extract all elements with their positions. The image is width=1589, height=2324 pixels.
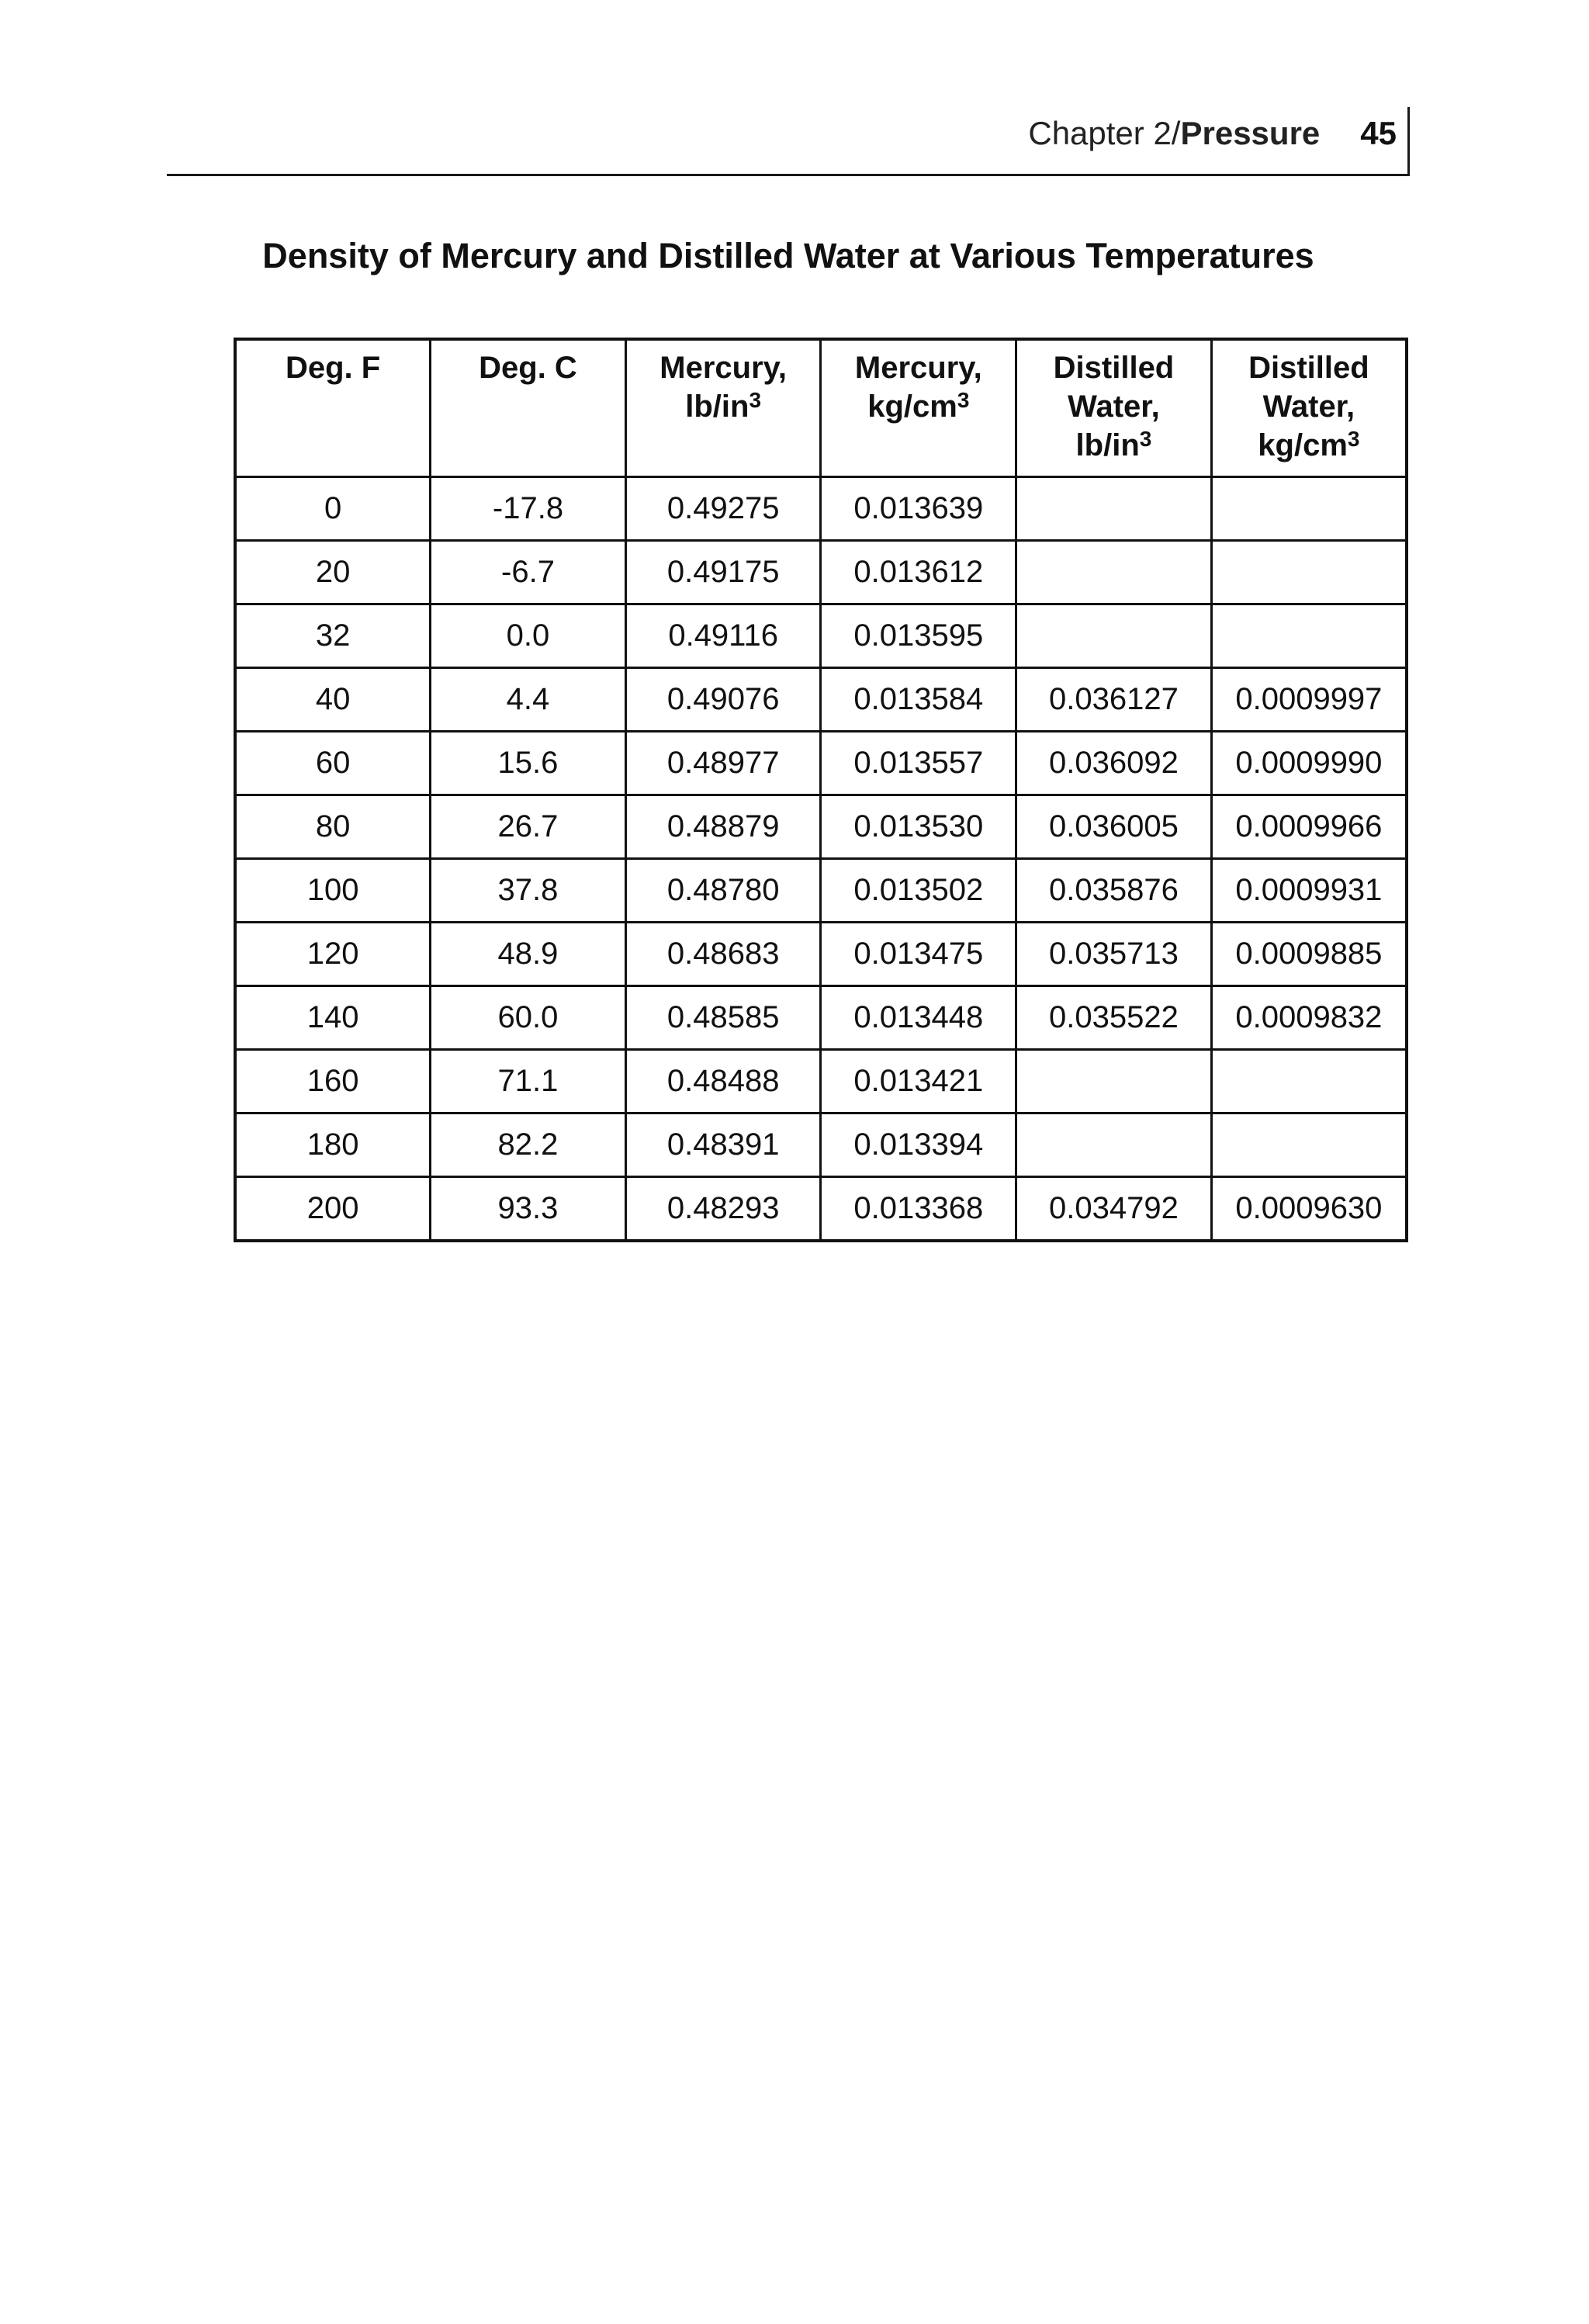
table-cell: 0.0009997 xyxy=(1211,668,1407,732)
table-cell: 180 xyxy=(235,1114,431,1177)
column-header-line: Mercury, xyxy=(854,351,982,385)
table-cell: 0.013595 xyxy=(821,604,1016,668)
table-row xyxy=(235,859,1407,923)
table-cell: 40 xyxy=(235,668,431,732)
column-header xyxy=(625,339,821,477)
table-cell: 0.036005 xyxy=(1016,795,1212,859)
column-header-line: lb/in xyxy=(685,390,749,424)
table-row xyxy=(235,795,1407,859)
table-cell: 0.48488 xyxy=(625,1050,821,1114)
table-header xyxy=(235,339,1407,477)
table-cell: 0.49116 xyxy=(625,604,821,668)
table-cell: 0.0009990 xyxy=(1211,732,1407,795)
running-head-right xyxy=(1028,107,1410,174)
table-row xyxy=(235,604,1407,668)
table-cell: 0.48391 xyxy=(625,1114,821,1177)
table-cell: 32 xyxy=(235,604,431,668)
table-cell: 0.035522 xyxy=(1016,986,1212,1050)
table-cell: 0.013584 xyxy=(821,668,1016,732)
column-header-line: lb/in xyxy=(1075,428,1140,462)
table-cell: 0.0009630 xyxy=(1211,1177,1407,1242)
table-cell: 0.49076 xyxy=(625,668,821,732)
column-header xyxy=(235,339,431,477)
column-header-line: Deg. F xyxy=(285,351,381,385)
table-cell: 71.1 xyxy=(431,1050,626,1114)
table-cell: 15.6 xyxy=(431,732,626,795)
table-cell: 37.8 xyxy=(431,859,626,923)
table-cell xyxy=(1211,541,1407,604)
table-cell: 0.48683 xyxy=(625,923,821,986)
table-cell: 0.013530 xyxy=(821,795,1016,859)
table-cell: -6.7 xyxy=(431,541,626,604)
table-cell: 0.013394 xyxy=(821,1114,1016,1177)
table-cell: 0.013557 xyxy=(821,732,1016,795)
column-header-line: kg/cm xyxy=(1258,428,1348,462)
page-title: Density of Mercury and Distilled Water at Various Temperatures xyxy=(262,236,1314,275)
column-header-line: Distilled xyxy=(1053,351,1175,385)
table-cell: 0.013612 xyxy=(821,541,1016,604)
running-head xyxy=(167,99,1410,176)
table-cell xyxy=(1211,1114,1407,1177)
table-cell: 0.0009885 xyxy=(1211,923,1407,986)
column-header-line: Deg. C xyxy=(479,351,577,385)
table-cell xyxy=(1016,604,1212,668)
table-cell: 0.034792 xyxy=(1016,1177,1212,1242)
table-cell: 20 xyxy=(235,541,431,604)
table-cell: 0.013502 xyxy=(821,859,1016,923)
chapter-section-label xyxy=(1028,113,1320,154)
table-row xyxy=(235,732,1407,795)
header-row xyxy=(235,339,1407,477)
table-cell xyxy=(1211,477,1407,541)
table-cell: 0.035713 xyxy=(1016,923,1212,986)
table-cell: 0.013475 xyxy=(821,923,1016,986)
table-row xyxy=(235,923,1407,986)
table-cell: 80 xyxy=(235,795,431,859)
table-row xyxy=(235,1050,1407,1114)
table-cell: 0.013368 xyxy=(821,1177,1016,1242)
table-cell: 160 xyxy=(235,1050,431,1114)
table-cell: 60 xyxy=(235,732,431,795)
chapter-label: Chapter 2/ xyxy=(1028,115,1181,151)
table-row xyxy=(235,986,1407,1050)
table-row xyxy=(235,541,1407,604)
table-cell: 0.036092 xyxy=(1016,732,1212,795)
table-cell: 0.48879 xyxy=(625,795,821,859)
table-cell xyxy=(1016,1050,1212,1114)
superscript: 3 xyxy=(1139,427,1152,451)
table-cell: 0.49175 xyxy=(625,541,821,604)
table-cell xyxy=(1016,477,1212,541)
table-cell: 0.013639 xyxy=(821,477,1016,541)
column-header-line: Water, xyxy=(1068,390,1160,424)
table-cell: 0 xyxy=(235,477,431,541)
table-cell xyxy=(1016,1114,1212,1177)
table-cell: 0.013421 xyxy=(821,1050,1016,1114)
column-header xyxy=(1016,339,1212,477)
table-cell: 0.035876 xyxy=(1016,859,1212,923)
table-cell: 200 xyxy=(235,1177,431,1242)
table-cell: 0.0009966 xyxy=(1211,795,1407,859)
superscript: 3 xyxy=(1347,427,1360,451)
table-cell: 0.48780 xyxy=(625,859,821,923)
table-cell: 82.2 xyxy=(431,1114,626,1177)
column-header-line: Mercury, xyxy=(659,351,788,385)
table-cell: 26.7 xyxy=(431,795,626,859)
table-cell xyxy=(1016,541,1212,604)
table-cell: 48.9 xyxy=(431,923,626,986)
column-header-line: kg/cm xyxy=(867,390,957,424)
table-cell: -17.8 xyxy=(431,477,626,541)
table-cell: 0.0009931 xyxy=(1211,859,1407,923)
density-table xyxy=(234,338,1408,1242)
table-cell: 0.0009832 xyxy=(1211,986,1407,1050)
table-body xyxy=(235,477,1407,1242)
table-cell: 4.4 xyxy=(431,668,626,732)
table-cell: 0.0 xyxy=(431,604,626,668)
superscript: 3 xyxy=(957,388,970,412)
table-cell: 140 xyxy=(235,986,431,1050)
table-cell: 120 xyxy=(235,923,431,986)
column-header xyxy=(821,339,1016,477)
column-header xyxy=(431,339,626,477)
column-header-line: Water, xyxy=(1262,390,1355,424)
table-cell: 60.0 xyxy=(431,986,626,1050)
table-cell: 0.49275 xyxy=(625,477,821,541)
section-label: Pressure xyxy=(1180,115,1321,151)
table-row xyxy=(235,477,1407,541)
table-cell: 0.48977 xyxy=(625,732,821,795)
table-cell: 0.48585 xyxy=(625,986,821,1050)
superscript: 3 xyxy=(749,388,762,412)
table-cell xyxy=(1211,1050,1407,1114)
table-cell: 93.3 xyxy=(431,1177,626,1242)
table-cell: 0.48293 xyxy=(625,1177,821,1242)
table-cell xyxy=(1211,604,1407,668)
column-header-line: Distilled xyxy=(1248,351,1369,385)
table-cell: 0.036127 xyxy=(1016,668,1212,732)
table-row xyxy=(235,1114,1407,1177)
table-cell: 0.013448 xyxy=(821,986,1016,1050)
page-number: 45 xyxy=(1360,115,1397,151)
table-row xyxy=(235,668,1407,732)
column-header xyxy=(1211,339,1407,477)
table-row xyxy=(235,1177,1407,1242)
table-cell: 100 xyxy=(235,859,431,923)
